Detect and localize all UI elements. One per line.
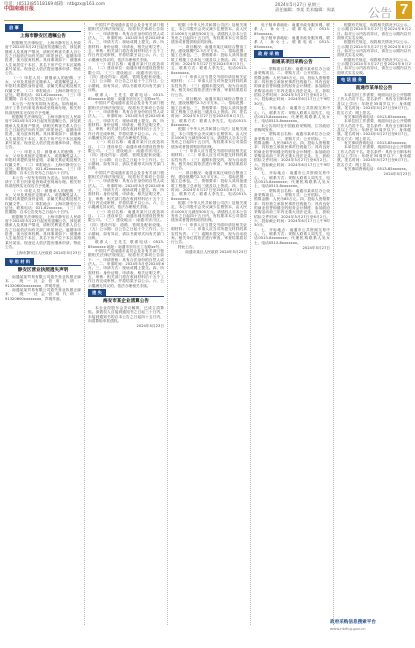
footer-title: 政府采购信息搜索平台 — [330, 620, 376, 625]
editor-line: 责任编辑：李某 美术编辑：周某 — [275, 7, 335, 13]
article-paragraph: 根据《中华人民共和国公司法》及相关规定，本公司股东会决议减少注册资本，由人民币1000万元减至500万元。请债权人自本公告发布之日起四十五日内，有权要求本公司清偿债务或者提供相应的担保。 — [171, 23, 247, 45]
article-paragraph: 电子版申请地址：南通市政务服务网。联系人：孙女士。联系电话：0513-85xxxxxx。 — [254, 36, 330, 49]
article-paragraph: 一、项目概况：南通市某区域综合整治工程，建设规模约2.3万平方米。二、招标范围：施工总承包。三、资格要求：投标人须具备建筑工程施工总承包三级及以上资质。四、报名时间：2024年5月27日至2024年6月3日。五、联系方式：联系人李先生，电话0513-8xxxxxxx。 — [171, 96, 247, 127]
section-tag: 专 用 材 料 — [5, 258, 34, 265]
article-paragraph: 有关事项咨询电话：0513-85xxxxxx。 — [344, 114, 410, 119]
footer-url[interactable]: www.ntzfcg.gov.cn — [330, 626, 366, 631]
article-paragraph: 七、开标地点：南通市公共资源交易中心。八、联系方式：采购人联系人周先生，电话0513-8xxxxxxx；代理机构联系人吴女士，电话0513-8xxxxxxx。 — [254, 106, 330, 124]
article-paragraph: 一、项目概况：南通市某区域综合整治工程，建设规模约2.3万平方米。二、招标范围：施工总承包。三、资格要求：投标人须具备建筑工程施工总承包三级及以上资质。四、报名时间：2024年5月27日至2024年6月3日。五、联系方式：联系人李先生，电话0513-8xxxxxxx。 — [171, 44, 247, 75]
footer-banner — [330, 620, 410, 642]
article-paragraph: 有关事项咨询电话：0513-85xxxxxx。 — [344, 140, 410, 145]
masthead-contact — [4, 2, 154, 12]
article-paragraph: 南通某某贸易有限公司遗失营业执照正副本，统一社会信用代码：91320600xxxxxxxx，声明作废。 — [5, 287, 81, 301]
article-paragraph: 本单位因工作需要，现面向社会公开招聘工作人员若干名。报名条件：具有全日制本科及以上学历；年龄在35周岁以下；身体健康。报名时间：2024年5月27日至6月7日。报名方式：网上报名。 — [337, 119, 411, 141]
article-paragraph: 本公告一经发布即视为送达。如有疑问，请于工作日内来电咨询或至现场办理。相关材料须经核实无误后方予受理。 — [5, 175, 81, 189]
article-paragraph: （一）项目名称：南通市某片区改造项目。（二）建设单位：南通市城市建设投资有限公司。（三）建设地点：南通市崇川区。（四）建设内容：道路、管网及配套设施。（五）公示期：自公告之日起十个工作日。公示期间，如有异议，请以书面形式向有关部门反映。 — [88, 62, 164, 93]
article-paragraph: 中国共产党南通市委员会及各有关部门根据相关法律法规规定，现将有关事项公告如下：一、申请资格：具有合法身份的自然人或法人。二、申请时间：2024年5月至2024年6月。三、申请方式：现场或网上提交。四、所需材料：身份证明、申请表、相关证明文件。五、审核：相关部门将在收到材料后十五个工作日内完成审核，并将结果予以公示。六、公示期满无异议的，依法办理相关手续。 — [88, 248, 164, 288]
article-title: 海安市某企业清算公告 — [103, 298, 149, 304]
article-paragraph: 根据有关规定，现将相关情况予以公示。公示期自2024年5月27日至2024年6月2日。如对公示内容有异议，请在公示期内以书面形式实名反映。 — [337, 23, 411, 41]
article-paragraph: 根据《中华人民共和国公司法》及相关规定，本公司股东会决议减少注册资本，由人民币1000万元减至500万元。请债权人自本公告发布之日起四十五日内，有权要求本公司清偿债务或者提供相应的担保。 — [171, 127, 247, 149]
article-paragraph: 一、采购项目名称：南通市某单位办公设备采购项目。二、采购方式：公开招标。三、预算金额：人民币85万元。四、投标人资格要求：具有独立承担民事责任的能力；具有良好的商业信誉和健全的财务会计制度；参加政府采购活动前三年内无重大违法记录。五、获取招标文件时间：2024年5月27日至6月2日。六、投标截止时间：2024年6月17日上午9时30分。 — [254, 67, 330, 106]
masthead — [0, 0, 415, 20]
article-paragraph: （一）申报人员：被继承人的配偶、子女、父母及其他法定继承人，或遗嘱受益人。申报时须提供身份证明、亲属关系证明及相关权属文件。（二）申报地点：上海市静安区公证处。联系电话：021-62xxxxxx。（三）申报期限：自本公告发布之日起六十日内。 — [5, 75, 81, 102]
article-paragraph: 联系人：王先生 联系电话：0513-85xxxxxx 地址：南通市崇川区工农路xx号。 — [88, 240, 164, 249]
issue-date: 2024年5月27日 星期三 — [275, 2, 321, 7]
article-paragraph: （一）项目名称：南通市某片区改造项目。（二）建设单位：南通市城市建设投资有限公司。（三）建设地点：南通市崇川区。（四）建设内容：道路、管网及配套设施。（五）公示期：自公告之日起十个工作日。公示期间，如有异议，请以书面形式向有关部门反映。 — [88, 209, 164, 240]
article-title: 南通某项目采购公告 — [271, 60, 313, 66]
article-paragraph: （一）申报人员：被继承人的配偶、子女、父母及其他法定继承人，或遗嘱受益人。申报时须提供身份证明、亲属关系证明及相关权属文件。（二）申报地点：上海市静安区公证处。联系电话：021-62xxxxxx。（三）申报期限：自本公告发布之日起六十日内。 — [5, 149, 81, 176]
masthead-rule — [4, 20, 410, 21]
column-5 — [337, 23, 411, 615]
masthead-meta — [275, 2, 365, 12]
article-paragraph: （一）申请人应当提交书面申请及相关证明材料；（二）申请人应当对所提交材料的真实性负责；（三）逾期未提交的，视为自动放弃。相关单位将依法进行审查，审查结果将另行公告。 — [171, 75, 247, 97]
article-paragraph: （一）申报人员：被继承人的配偶、子女、父母及其他法定继承人，或遗嘱受益人。申报时须提供身份证明、亲属关系证明及相关权属文件。（二）申报地点：上海市静安区公证处。联系电话：021-62xxxxxx。（三）申报期限：自本公告发布之日起六十日内。 — [5, 188, 81, 215]
section-tag: 启 事 — [5, 24, 23, 31]
section-tag: 政 府 采 购 — [254, 50, 283, 57]
column-2 — [88, 23, 164, 623]
column-divider — [167, 23, 168, 625]
article-paragraph: 本单位因工作需要，现面向社会公开招聘工作人员若干名。报名条件：具有全日制本科及以上学历；年龄在35周岁以下；身体健康。报名时间：2024年5月27日至6月7日。报名方式：网上报名。 — [337, 93, 411, 115]
article-paragraph: 一、项目概况：南通市某区域综合整治工程，建设规模约2.3万平方米。二、招标范围：施工总承包。三、资格要求：投标人须具备建筑工程施工总承包三级及以上资质。四、报名时间：2024年5月27日至2024年6月3日。五、联系方式：联系人李先生，电话0513-8xxxxxxx。 — [171, 170, 247, 201]
article-paragraph: 有关事项咨询电话：0513-85xxxxxx。 — [344, 166, 410, 171]
article-signature: 南通市某区人民政府 2024年5月23日 — [185, 249, 247, 254]
article-signature: 2024年5月23日 — [383, 172, 411, 177]
section-header — [254, 50, 330, 58]
article-paragraph: 根据有关规定，现将相关情况予以公示。公示期自2024年5月27日至2024年6月2日。如对公示内容有异议，请在公示期内以书面形式实名反映。 — [337, 57, 411, 75]
column-1 — [5, 23, 81, 623]
article-title: 南通市某单位公告 — [355, 86, 393, 92]
article-paragraph: （一）申请人应当提交书面申请及相关证明材料；（二）申请人应当对所提交材料的真实性负责；（三）逾期未提交的，视为自动放弃。相关单位将依法进行审查，审查结果将另行公告。 — [171, 148, 247, 171]
section-header — [88, 289, 164, 297]
article-paragraph: 本公告一经发布即视为送达。如有疑问，请于工作日内来电咨询或至现场办理。相关材料须经核实无误后方予受理。 — [5, 101, 81, 115]
paper-name: 中国南通日报 — [4, 6, 35, 12]
column-divider — [333, 23, 334, 625]
column-divider — [250, 23, 251, 625]
section-tag: 电 话 服 务 — [337, 76, 366, 83]
section-header — [5, 24, 81, 32]
article-title: 上海市静安区遗嘱公告 — [20, 34, 66, 39]
article-signature: 2024年5月27日 — [302, 246, 330, 251]
article-paragraph: 中国共产党南通市委员会及各有关部门根据相关法律法规规定，现将有关事项公告如下：一、申请资格：具有合法身份的自然人或法人。二、申请时间：2024年5月至2024年6月。三、申请方式：现场或网上提交。四、所需材料：身份证明、申请表、相关证明文件。五、审核：相关部门将在收到材料后十五个工作日内完成审核，并将结果予以公示。六、公示期满无异议的，依法办理相关手续。 — [88, 170, 164, 210]
article-signature: 2024年5月23日 — [136, 324, 164, 329]
section-tag: 遗 失 — [88, 289, 106, 296]
article-paragraph: 特此公告。 — [178, 244, 197, 249]
section-header — [337, 76, 411, 84]
page-number: 7 — [396, 1, 412, 19]
article-paragraph: 南通某某贸易有限公司遗失营业执照正副本，统一社会信用代码：91320600xxxxxxxx，声明作废。 — [5, 274, 81, 288]
article-paragraph: 本企业经股东会决议解散，已成立清算组。请债权人自接到通知书之日起三十日内，未接到通知书的自本公告之日起四十五日内，向清算组申报债权。 — [88, 305, 164, 323]
article-paragraph: 电子版申请地址：南通市政务服务网。联系人：孙女士。联系电话：0513-85xxxxxx。 — [254, 23, 330, 36]
article-paragraph: 联系人：王先生 联系电话：0513-85xxxxxx 地址：南通市崇川区工农路xx号。 — [88, 92, 164, 101]
contact-line: 电话：(0513)85118169 邮箱：ntbgzx@163.com — [4, 2, 106, 7]
article-paragraph: 一、采购项目名称：南通市某单位办公设备采购项目。二、采购方式：公开招标。三、预算金额：人民币85万元。四、投标人资格要求：具有独立承担民事责任的能力；具有良好的商业信誉和健全的财务会计制度；参加政府采购活动前三年内无重大违法记录。五、获取招标文件时间：2024年5月27日至6月2日。六、投标截止时间：2024年6月17日上午9时30分。 — [254, 132, 330, 171]
column-divider — [84, 23, 85, 625]
article-paragraph: （一）申请人应当提交书面申请及相关证明材料；（二）申请人应当对所提交材料的真实性负责；（三）逾期未提交的，视为自动放弃。相关单位将依法进行审查，审查结果将另行公告。 — [171, 222, 247, 245]
article-paragraph: 本单位因工作需要，现面向社会公开招聘工作人员若干名。报名条件：具有全日制本科及以上学历；年龄在35周岁以下；身体健康。报名时间：2024年5月27日至6月7日。报名方式：网上报名。 — [337, 145, 411, 167]
article-paragraph: 七、开标地点：南通市公共资源交易中心。八、联系方式：采购人联系人周先生，电话0513-8xxxxxxx；代理机构联系人吴女士，电话0513-8xxxxxxx。 — [254, 171, 330, 189]
article-paragraph: 根据相关法律规定，上海市静安区人民政府于2024年5月23日起发布遗嘱公告，涉及被继承人及其财产情况，请相关利害关系人自公告之日起依法向有关部门申报登记。逾期未申报者，视为放弃权利。具体事项如下：被继承人生前居住于本区，其名下房产位于本区某路某号某室。现登记人依法提出继承申请，特此公告。 — [5, 114, 81, 150]
article-paragraph: 根据相关法律规定，上海市静安区人民政府于2024年5月23日起发布遗嘱公告，涉及被继承人及其财产情况，请相关利害关系人自公告之日起依法向有关部门申报登记。逾期未申报者，视为放弃权利。具体事项如下：被继承人生前居住于本区，其名下房产位于本区某路某号某室。现登记人依法提出继承申请，特此公告。 — [5, 41, 81, 76]
section-header — [5, 258, 81, 266]
article-paragraph: 根据相关法律规定，上海市静安区人民政府于2024年5月23日起发布遗嘱公告，涉及被继承人及其财产情况，请相关利害关系人自公告之日起依法向有关部门申报登记。逾期未申报者，视为放弃权利。具体事项如下：被继承人生前居住于本区，其名下房产位于本区某路某号某室。现登记人依法提出继承申请，特此公告。 — [5, 214, 81, 250]
article-paragraph: 本公告同时在中国政府采购网、江苏政府采购网发布。 — [254, 123, 330, 132]
section-title: 公告 — [368, 6, 393, 20]
column-3 — [171, 23, 247, 623]
article-paragraph: 根据《中华人民共和国公司法》及相关规定，本公司股东会决议减少注册资本，由人民币1000万元减至500万元。请债权人自本公告发布之日起四十五日内，有权要求本公司清偿债务或者提供相应的担保。 — [171, 201, 247, 223]
article-paragraph: 中国共产党南通市委员会及各有关部门根据相关法律法规规定，现将有关事项公告如下：一、申请资格：具有合法身份的自然人或法人。二、申请时间：2024年5月至2024年6月。三、申请方式：现场或网上提交。四、所需材料：身份证明、申请表、相关证明文件。五、审核：相关部门将在收到材料后十五个工作日内完成审核，并将结果予以公示。六、公示期满无异议的，依法办理相关手续。 — [88, 23, 164, 62]
article-paragraph: （一）项目名称：南通市某片区改造项目。（二）建设单位：南通市城市建设投资有限公司。（三）建设地点：南通市崇川区。（四）建设内容：道路、管网及配套设施。（五）公示期：自公告之日起十个工作日。公示期间，如有异议，请以书面形式向有关部门反映。 — [88, 140, 164, 171]
column-4 — [254, 23, 330, 623]
article-paragraph: 根据有关规定，现将相关情况予以公示。公示期自2024年5月27日至2024年6月2日。如对公示内容有异议，请在公示期内以书面形式实名反映。 — [337, 40, 411, 58]
article-signature: 上海市静安区人民政府 2024年5月23日 — [15, 250, 81, 255]
article-paragraph: 一、采购项目名称：南通市某单位办公设备采购项目。二、采购方式：公开招标。三、预算金额：人民币85万元。四、投标人资格要求：具有独立承担民事责任的能力；具有良好的商业信誉和健全的财务会计制度；参加政府采购活动前三年内无重大违法记录。五、获取招标文件时间：2024年5月27日至6月2日。六、投标截止时间：2024年6月17日上午9时30分。 — [254, 188, 330, 228]
article-paragraph: 七、开标地点：南通市公共资源交易中心。八、联系方式：采购人联系人周先生，电话0513-8xxxxxxx；代理机构联系人吴女士，电话0513-8xxxxxxx。 — [254, 227, 330, 245]
article-title: 静安区营业执照遗失声明 — [17, 267, 69, 273]
article-paragraph: 中国共产党南通市委员会及各有关部门根据相关法律法规规定，现将有关事项公告如下：一、申请资格：具有合法身份的自然人或法人。二、申请时间：2024年5月至2024年6月。三、申请方式：现场或网上提交。四、所需材料：身份证明、申请表、相关证明文件。五、审核：相关部门将在收到材料后十五个工作日内完成审核，并将结果予以公示。六、公示期满无异议的，依法办理相关手续。 — [88, 101, 164, 140]
